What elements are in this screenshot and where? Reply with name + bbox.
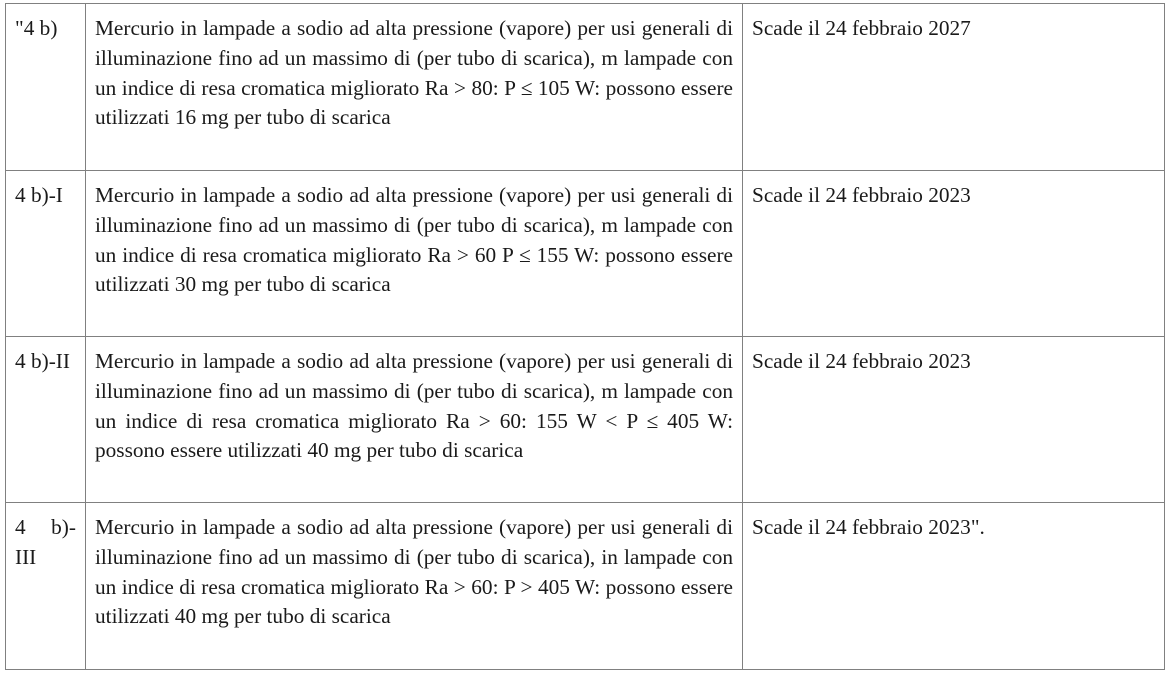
exemption-expiry-cell: [743, 4, 1165, 171]
exemption-code: 4 b)-III: [15, 515, 76, 569]
table-row: [6, 4, 1165, 171]
exemption-code: 4 b)-I: [15, 183, 63, 207]
table-row: [6, 337, 1165, 503]
exemption-description-cell: [86, 4, 743, 171]
exemption-description: Mercurio in lampade a sodio ad alta pressione (vapore) per usi generali di illuminazione fino ad un massimo di (per tubo di scarica), m lampade con un indice di resa cromatica migliorato Ra > 60: 155 W < P ≤ 405 W: possono essere utilizzati 40 mg per tubo di scarica: [95, 349, 733, 463]
exemption-expiry-cell: [743, 337, 1165, 503]
exemption-code-cell: [6, 171, 86, 337]
exemption-description-cell: [86, 171, 743, 337]
exemptions-table: [5, 3, 1165, 670]
exemption-expiry-cell: [743, 503, 1165, 670]
table-row: [6, 171, 1165, 337]
exemption-description-cell: [86, 337, 743, 503]
exemption-expiry: Scade il 24 febbraio 2023: [752, 349, 971, 373]
exemption-code: "4 b): [15, 16, 58, 40]
exemption-expiry-cell: [743, 171, 1165, 337]
exemption-expiry: Scade il 24 febbraio 2023".: [752, 515, 985, 539]
exemption-description: Mercurio in lampade a sodio ad alta pressione (vapore) per usi generali di illuminazione fino ad un massimo di (per tubo di scarica), m lampade con un indice di resa cromatica migliorato Ra > 80: P ≤ 105 W: possono essere utilizzati 16 mg per tubo di scarica: [95, 16, 733, 130]
table-row: [6, 503, 1165, 670]
exemption-code-cell: [6, 337, 86, 503]
exemption-code-cell: [6, 503, 86, 670]
exemption-code-cell: [6, 4, 86, 171]
exemption-code: 4 b)-II: [15, 349, 70, 373]
exemption-expiry: Scade il 24 febbraio 2023: [752, 183, 971, 207]
exemption-description-cell: [86, 503, 743, 670]
exemption-description: Mercurio in lampade a sodio ad alta pressione (vapore) per usi generali di illuminazione fino ad un massimo di (per tubo di scarica), m lampade con un indice di resa cromatica migliorato Ra > 60 P ≤ 155 W: possono essere utilizzati 30 mg per tubo di scarica: [95, 183, 733, 297]
exemption-expiry: Scade il 24 febbraio 2027: [752, 16, 971, 40]
exemption-description: Mercurio in lampade a sodio ad alta pressione (vapore) per usi generali di illuminazione fino ad un massimo di (per tubo di scarica), in lampade con un indice di resa cromatica migliorato Ra > 60: P > 405 W: possono essere utilizzati 40 mg per tubo di scarica: [95, 515, 733, 629]
